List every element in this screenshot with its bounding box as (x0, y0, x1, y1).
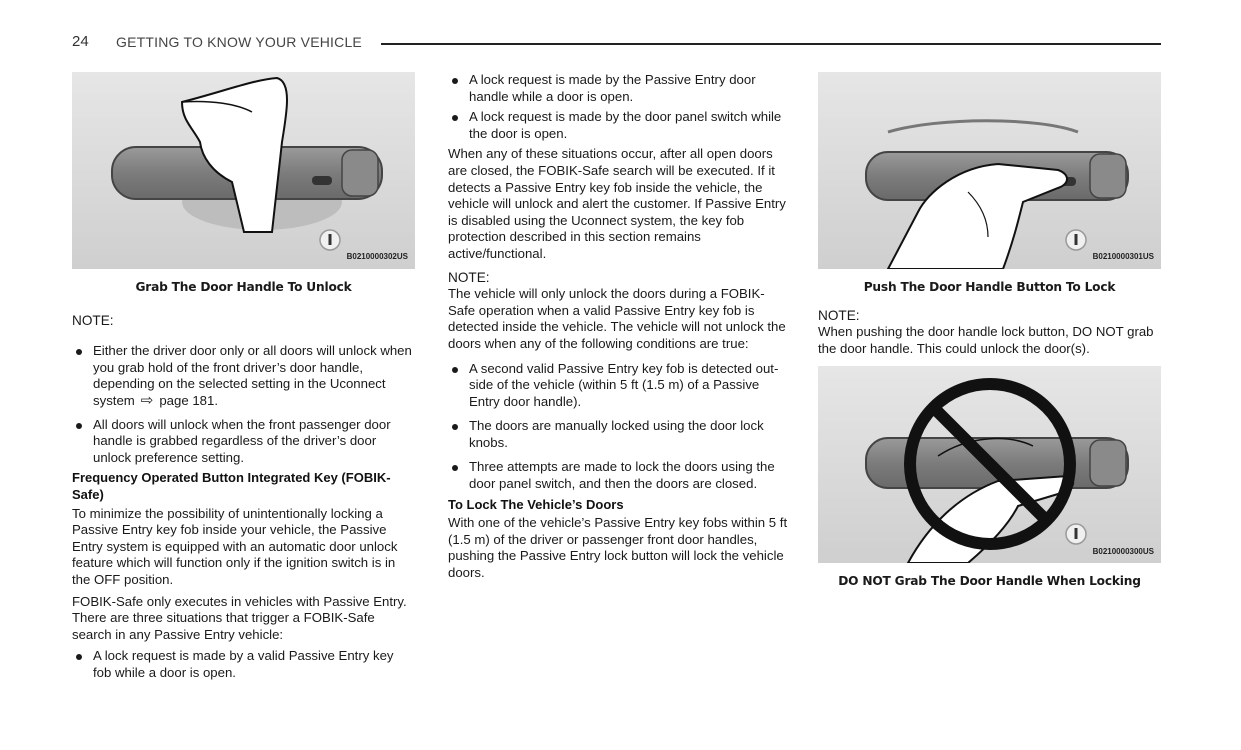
figure-code: B0210000302US (346, 252, 408, 262)
list-item: All doors will unlock when the front passenger door handle is grabbed regardless of the driver’s door unlock preference setting. (72, 417, 415, 467)
prohibited-grab-illustration (818, 366, 1161, 563)
trigger-bullet-list (72, 648, 415, 681)
note-label: NOTE: (72, 312, 114, 328)
trigger-bullet-list-continued (448, 72, 791, 142)
page-number: 24 (72, 33, 89, 50)
note-text: When pushing the door handle lock button, DO NOT grab the door handle. This could unlock the door(s). (818, 324, 1154, 356)
header-rule (381, 43, 1161, 45)
section-title: GETTING TO KNOW YOUR VEHICLE (116, 34, 362, 50)
door-handle-grab-illustration (72, 72, 415, 269)
list-item: Three attempts are made to lock the doors using the door panel switch, and then the doors are closed. (448, 459, 791, 492)
paragraph: When any of these situations occur, after all open doors are closed, the FOBIK-Safe search will be executed. If it detects a Passive Entry key fob inside the vehicle, the vehicle will unlock and alert the customer. If Passive Entry is disabled using the Uconnect system, the key fob protection described in this section remains active/functional. (448, 146, 786, 261)
list-item: A lock request is made by a valid Passive Entry key fob while a door is open. (72, 648, 415, 681)
column-middle (448, 72, 791, 587)
figure-push-button (818, 72, 1161, 269)
list-item: The doors are manually locked using the door lock knobs. (448, 418, 791, 451)
door-handle-push-illustration (818, 72, 1161, 269)
paragraph: To minimize the possibility of unintentionally locking a Passive Entry key fob inside your vehicle, the Passive Entry system is equipped with an automatic door unlock feature which will function only if the ignition switch is in the OFF position. (72, 505, 398, 587)
condition-bullet-list (448, 361, 791, 493)
page-reference-link[interactable]: page 181. (159, 392, 219, 408)
subheading-lock-doors: To Lock The Vehicle’s Doors (448, 496, 624, 512)
figure-caption: Push The Door Handle Button To Lock (863, 280, 1116, 294)
figure-code: B0210000300US (1092, 546, 1154, 556)
list-item: A lock request is made by the Passive Entry door handle while a door is open. (448, 72, 791, 105)
figure-caption: DO NOT Grab The Door Handle When Locking (838, 574, 1141, 589)
subheading-fobik: Frequency Operated Button Integrated Key (FOBIK-Safe) (72, 470, 391, 502)
column-left (72, 72, 415, 688)
figure-code: B0210000301US (1092, 252, 1154, 262)
note-bullet-list (72, 343, 415, 466)
figure-grab-handle (72, 72, 415, 269)
paragraph: FOBIK-Safe only executes in vehicles with Passive Entry. There are three situations that trigger a FOBIK-Safe search in any Passive Entry vehicle: (72, 593, 407, 642)
list-item: Either the driver door only or all doors will unlock when you grab hold of the front driver’s door handle, depending on the selected setting in the Uconnect system ⇨ page 181. (72, 343, 415, 409)
page-reference-arrow-icon: ⇨ (140, 391, 154, 409)
figure-caption: Grab The Door Handle To Unlock (135, 280, 352, 294)
note-label: NOTE: (818, 307, 860, 323)
paragraph: The vehicle will only unlock the doors during a FOBIK-Safe operation when a valid Passive Entry key fob is detected inside the vehicle. The vehicle will not unlock the doors when any of the following conditions are true: (448, 286, 786, 351)
figure-do-not-grab (818, 366, 1161, 563)
list-item: A second valid Passive Entry key fob is detected out-side of the vehicle (within 5 ft (1.5 m) of a Passive Entry door handle). (448, 361, 791, 411)
page-header (72, 33, 1161, 53)
column-right (818, 72, 1161, 590)
paragraph: With one of the vehicle’s Passive Entry key fobs within 5 ft (1.5 m) of the driver or passenger front door handles, pushing the Passive Entry lock button will lock the vehicle doors. (448, 515, 788, 581)
note-label: NOTE: (448, 269, 490, 285)
list-item: A lock request is made by the door panel switch while the door is open. (448, 109, 791, 142)
